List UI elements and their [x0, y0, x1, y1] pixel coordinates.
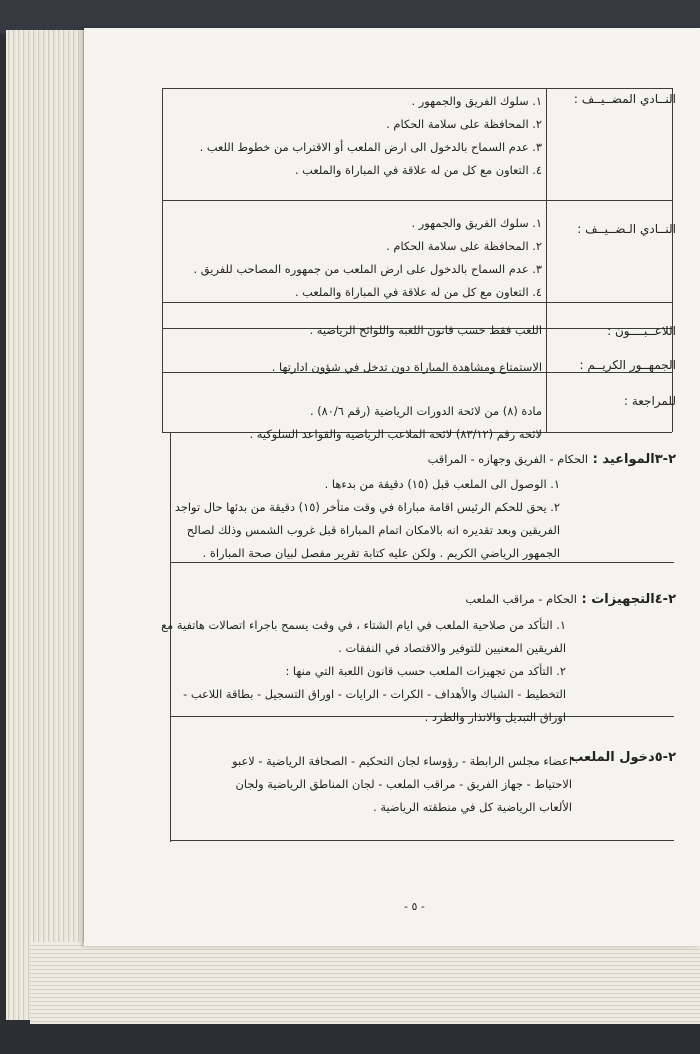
appointments-text — [168, 473, 676, 565]
list-item: الفريقين المعنيين للتوفير والاقتصاد في النفقات . — [338, 641, 566, 655]
list-item: اوراق التبديل والانذار والطرد . — [424, 710, 566, 724]
list-item: الاستمتاع ومشاهدة المباراة دون تدخل في شؤون ادارتها . — [271, 360, 542, 374]
section-title-field-entry: ٢-٥دخول الملعب — [570, 750, 676, 765]
list-item: ٢. المحافظة على سلامة الحكام . — [386, 239, 542, 253]
responsibilities-table — [162, 88, 676, 842]
list-item: ٢. يحق للحكم الرئيس اقامة مباراة في وقت متأخر (١٥) دقيقة من بدئها حال تواجد — [174, 500, 560, 514]
list-item: التخطيط - الشباك والأهداف - الكرات - الرايات - اوراق التسجيل - بطاقة اللاعب - — [183, 687, 566, 701]
list-item: ٤. التعاون مع كل من له علاقة في المباراة والملعب . — [294, 285, 542, 299]
list-item: اللعب فقط حسب قانون اللعبة واللوائح الرياضية . — [309, 323, 542, 337]
guest-club-items — [172, 212, 542, 304]
list-item: ٢. المحافظة على سلامة الحكام . — [386, 117, 542, 131]
list-item: ٣. عدم السماح بالدخول الى ارض الملعب أو الاقتراب من خطوط اللعب . — [199, 140, 542, 154]
guest-club-label: النــادي الـضــيــف : — [577, 222, 676, 236]
list-item: الفريقين وبعد تقديره انه بالامكان اتمام المباراة قبل غروب الشمس وذلك لصالح — [186, 523, 560, 537]
host-club-label: النــادي المضــيــف : — [573, 92, 676, 106]
list-item: ١. سلوك الفريق والجمهور . — [411, 94, 542, 108]
list-item: الجمهور الرياضي الكريم . ولكن عليه كتابة تقرير مفصل لبيان صحة المباراة . — [202, 546, 560, 560]
document-page — [84, 28, 700, 946]
section-subtitle: الحكام - مراقب الملعب — [465, 592, 577, 606]
list-item: مادة (٨) من لائحة الدورات الرياضية (رقم ٨٠/٦) . — [309, 404, 542, 418]
list-item: ٣. عدم السماح بالدخول على ارض الملعب من جمهوره المصاحب للفريق . — [193, 262, 542, 276]
audience-items — [172, 356, 542, 379]
page-number: - ٥ - — [404, 900, 425, 913]
section-title-appointments: ٢-٣المواعيد : الحكام - الفريق وجهازه - المراقب — [427, 452, 676, 467]
list-item: لائحة رقم (٨٣/١٢) لائحة الملاعب الرياضية والقواعد السلوكية . — [249, 427, 542, 441]
references-label: للمراجعة : — [623, 394, 676, 408]
section-subtitle: الحكام - الفريق وجهازه - المراقب — [427, 452, 589, 466]
list-item: الاحتياط - جهاز الفريق - مراقب الملعب - لجان المناطق الرياضية ولجان — [235, 777, 572, 791]
equipment-text — [161, 614, 676, 729]
list-item: ٢. التأكد من تجهيزات الملعب حسب قانون اللعبة التي منها : — [285, 664, 566, 678]
list-item: ١. سلوك الفريق والجمهور . — [411, 216, 542, 230]
players-label: اللاعــبــــون : — [607, 324, 676, 338]
book-bottom-edge — [30, 942, 700, 1024]
field-entry-text — [168, 750, 572, 819]
book-page-edges — [6, 30, 94, 1020]
list-item: ١. التأكد من صلاحية الملعب في ايام الشتاء ، في وقت يسمح باجراء اتصالات هاتفية مع — [161, 618, 566, 632]
list-item: اعضاء مجلس الرابطة - رؤوساء لجان التحكيم - الصحافة الرياضية - لاعبو — [232, 754, 572, 768]
section-title-equipment: ٢-٤التجهيزات : الحكام - مراقب الملعب — [465, 592, 676, 607]
list-item: ١. الوصول الى الملعب قبل (١٥) دقيقة من بدءها . — [324, 477, 560, 491]
references-items — [172, 400, 542, 446]
list-item: ٤. التعاون مع كل من له علاقة في المباراة والملعب . — [294, 163, 542, 177]
players-items — [172, 319, 542, 342]
list-item: الألعاب الرياضية كل في منطقته الرياضية . — [373, 800, 572, 814]
host-club-items — [172, 90, 542, 182]
audience-label: الجمهــور الكريــم : — [579, 358, 676, 372]
